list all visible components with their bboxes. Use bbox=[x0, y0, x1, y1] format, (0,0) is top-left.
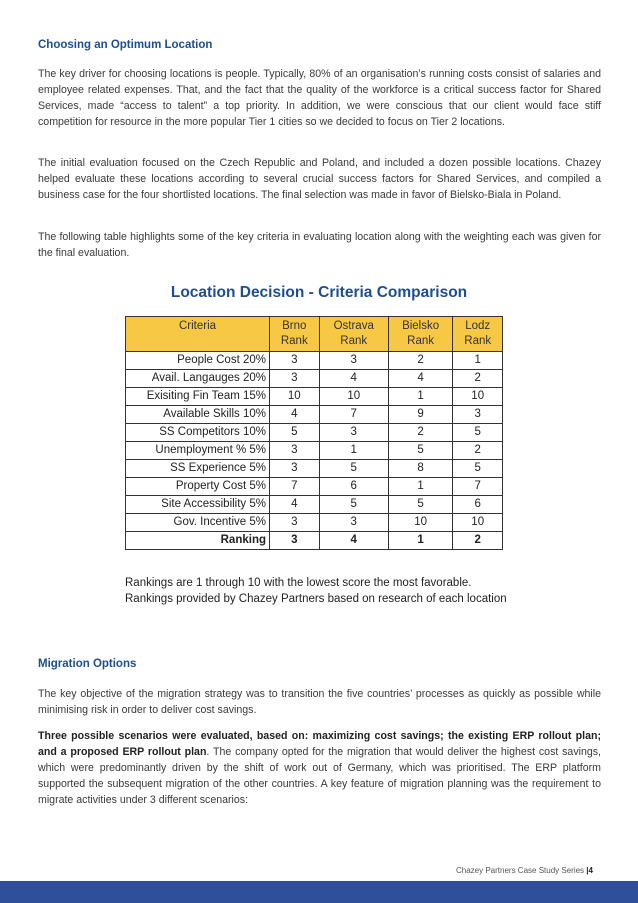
cell-ostrava: 4 bbox=[319, 532, 388, 550]
cell-bielsko: 1 bbox=[388, 388, 453, 406]
cell-lodz: 1 bbox=[453, 352, 503, 370]
header-brno: Brno Rank bbox=[270, 317, 320, 352]
cell-bielsko: 4 bbox=[388, 370, 453, 388]
cell-criteria: Property Cost 5% bbox=[126, 478, 270, 496]
cell-bielsko: 1 bbox=[388, 478, 453, 496]
cell-ostrava: 10 bbox=[319, 388, 388, 406]
cell-brno: 10 bbox=[270, 388, 320, 406]
section-heading-migration: Migration Options bbox=[38, 658, 137, 670]
cell-brno: 5 bbox=[270, 424, 320, 442]
cell-lodz: 5 bbox=[453, 424, 503, 442]
cell-brno: 3 bbox=[270, 532, 320, 550]
cell-bielsko: 2 bbox=[388, 352, 453, 370]
cell-bielsko: 10 bbox=[388, 514, 453, 532]
table-header-row bbox=[126, 317, 503, 352]
table-title: Location Decision - Criteria Comparison bbox=[170, 284, 468, 301]
cell-criteria: Ranking bbox=[126, 532, 270, 550]
cell-brno: 3 bbox=[270, 352, 320, 370]
cell-ostrava: 7 bbox=[319, 406, 388, 424]
cell-criteria: Available Skills 10% bbox=[126, 406, 270, 424]
page-number: 4 bbox=[588, 866, 593, 875]
scenarios-bold-text: Three possible scenarios were evaluated, based on: maximizing cost savings; the existing ERP rollout plan; and a proposed ERP rollout plan bbox=[38, 730, 601, 758]
cell-lodz: 2 bbox=[453, 442, 503, 460]
cell-bielsko: 2 bbox=[388, 424, 453, 442]
cell-brno: 7 bbox=[270, 478, 320, 496]
cell-brno: 4 bbox=[270, 496, 320, 514]
cell-lodz: 2 bbox=[453, 532, 503, 550]
footer-bar bbox=[0, 881, 638, 903]
cell-criteria: Exisiting Fin Team 15% bbox=[126, 388, 270, 406]
cell-brno: 3 bbox=[270, 442, 320, 460]
cell-lodz: 10 bbox=[453, 514, 503, 532]
cell-brno: 3 bbox=[270, 370, 320, 388]
header-lodz: Lodz Rank bbox=[453, 317, 503, 352]
table-total-row bbox=[126, 532, 503, 550]
cell-ostrava: 3 bbox=[319, 424, 388, 442]
cell-criteria: SS Competitors 10% bbox=[126, 424, 270, 442]
section-heading-location: Choosing an Optimum Location bbox=[38, 39, 213, 51]
cell-ostrava: 3 bbox=[319, 514, 388, 532]
table-row bbox=[126, 388, 503, 406]
cell-lodz: 10 bbox=[453, 388, 503, 406]
table-notes bbox=[125, 575, 515, 607]
table-row bbox=[126, 478, 503, 496]
cell-criteria: Site Accessibility 5% bbox=[126, 496, 270, 514]
cell-ostrava: 3 bbox=[319, 352, 388, 370]
cell-bielsko: 5 bbox=[388, 442, 453, 460]
cell-bielsko: 5 bbox=[388, 496, 453, 514]
criteria-comparison-table bbox=[125, 316, 503, 550]
table-row bbox=[126, 406, 503, 424]
footer-separator: | bbox=[586, 866, 589, 875]
table-row bbox=[126, 460, 503, 478]
cell-ostrava: 1 bbox=[319, 442, 388, 460]
cell-ostrava: 4 bbox=[319, 370, 388, 388]
table-note-ranking-scale: Rankings are 1 through 10 with the lowest score the most favorable. bbox=[125, 577, 472, 589]
cell-criteria: Unemployment % 5% bbox=[126, 442, 270, 460]
table-row bbox=[126, 352, 503, 370]
cell-ostrava: 6 bbox=[319, 478, 388, 496]
cell-criteria: People Cost 20% bbox=[126, 352, 270, 370]
cell-lodz: 7 bbox=[453, 478, 503, 496]
cell-criteria: Gov. Incentive 5% bbox=[126, 514, 270, 532]
table-row bbox=[126, 514, 503, 532]
table-row bbox=[126, 424, 503, 442]
paragraph-location-drivers: The key driver for choosing locations is people. Typically, 80% of an organisation’s running costs consist of salaries and employee related expenses. That, and the fact that the quality of the workforce is a critical success factor for Shared Services, made “access to talent” a top priority. In addition, we were conscious that our client would face stiff competition for resource in the more popular Tier 1 cities so we decided to focus on Tier 2 locations. bbox=[38, 68, 601, 128]
cell-ostrava: 5 bbox=[319, 460, 388, 478]
cell-criteria: SS Experience 5% bbox=[126, 460, 270, 478]
cell-bielsko: 1 bbox=[388, 532, 453, 550]
paragraph-migration-objective: The key objective of the migration strategy was to transition the five countries’ processes as quickly as possible while minimising risk in order to deliver cost savings. bbox=[38, 688, 601, 716]
table-note-source: Rankings provided by Chazey Partners based on research of each location bbox=[125, 593, 507, 605]
cell-ostrava: 5 bbox=[319, 496, 388, 514]
scenarios-rest-text: . The company opted for the migration that would deliver the highest cost savings, which were predominantly driven by the shift of work out of Germany, which was prioritised. The ERP platform supported the subsequent migration of the other countries. A key feature of migration planning was the requirement to migrate activities under 3 different scenarios: bbox=[38, 746, 601, 806]
paragraph-migration-scenarios bbox=[38, 728, 601, 808]
paragraph-table-intro: The following table highlights some of the key criteria in evaluating location along with the weighting each was given for the final evaluation. bbox=[38, 231, 601, 259]
cell-brno: 4 bbox=[270, 406, 320, 424]
footer-series: Chazey Partners Case Study Series bbox=[456, 866, 585, 875]
cell-lodz: 2 bbox=[453, 370, 503, 388]
table-row bbox=[126, 442, 503, 460]
table-row bbox=[126, 370, 503, 388]
table-row bbox=[126, 496, 503, 514]
cell-bielsko: 9 bbox=[388, 406, 453, 424]
cell-lodz: 3 bbox=[453, 406, 503, 424]
header-criteria: Criteria bbox=[126, 317, 270, 352]
paragraph-initial-evaluation: The initial evaluation focused on the Czech Republic and Poland, and included a dozen possible locations. Chazey helped evaluate these locations according to several crucial success factors for Shared Services, and compiled a business case for the four shortlisted locations. The final selection was made in favor of Bielsko-Biala in Poland. bbox=[38, 157, 601, 201]
cell-lodz: 5 bbox=[453, 460, 503, 478]
cell-lodz: 6 bbox=[453, 496, 503, 514]
cell-brno: 3 bbox=[270, 460, 320, 478]
footer-text bbox=[456, 866, 593, 875]
header-bielsko: Bielsko Rank bbox=[388, 317, 453, 352]
table-body bbox=[126, 352, 503, 550]
header-ostrava: Ostrava Rank bbox=[319, 317, 388, 352]
cell-brno: 3 bbox=[270, 514, 320, 532]
cell-bielsko: 8 bbox=[388, 460, 453, 478]
cell-criteria: Avail. Langauges 20% bbox=[126, 370, 270, 388]
